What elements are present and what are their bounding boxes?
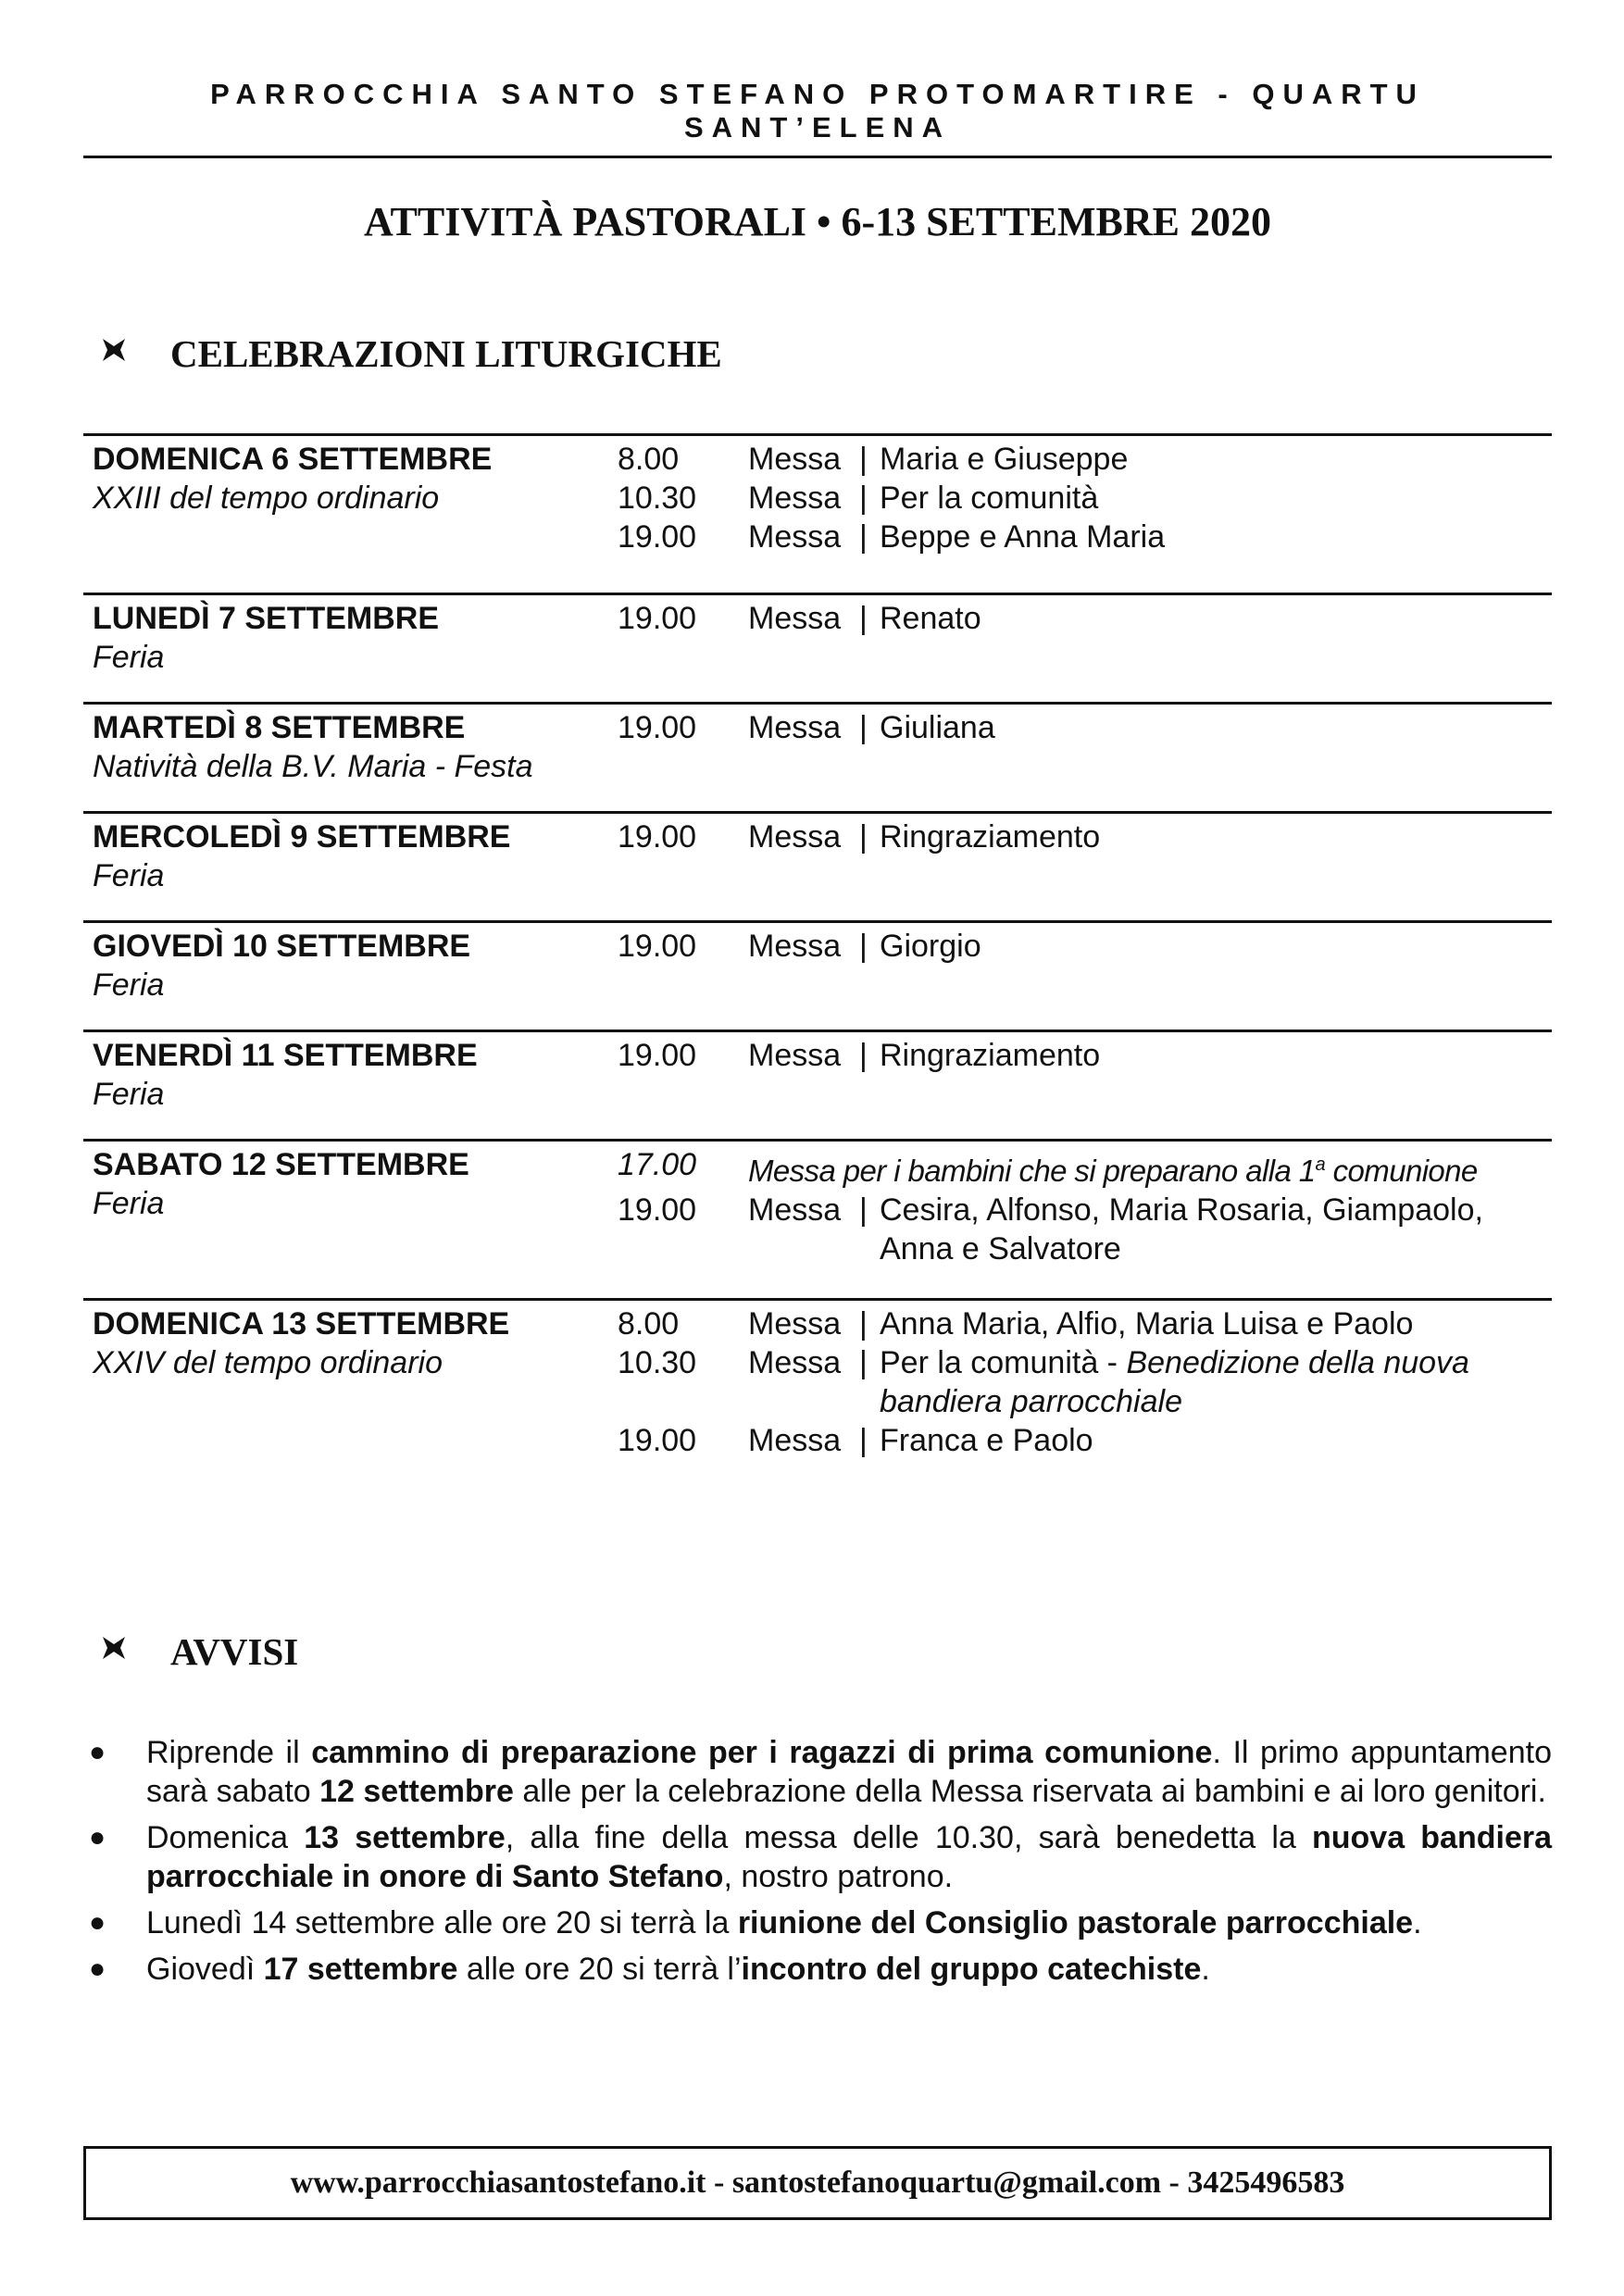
day-subtitle: Feria bbox=[93, 858, 165, 893]
section-title: AVVISI bbox=[170, 1630, 299, 1673]
mass-time: 19.00 bbox=[618, 601, 697, 636]
day-block bbox=[83, 811, 1552, 920]
separator: | bbox=[859, 1192, 868, 1228]
mass-time: 19.00 bbox=[618, 929, 697, 964]
mass-time: 8.00 bbox=[618, 1306, 680, 1341]
schedule-row bbox=[618, 599, 1552, 638]
schedule-row bbox=[618, 440, 1552, 479]
mass-time: 8.00 bbox=[618, 442, 680, 477]
mass-type: Messa bbox=[748, 1038, 842, 1073]
mass-time: 19.00 bbox=[618, 710, 697, 745]
mass-intention: Franca e Paolo bbox=[880, 1423, 1093, 1458]
day-block bbox=[83, 1298, 1552, 1474]
schedule-row bbox=[618, 1421, 1552, 1460]
separator: | bbox=[859, 519, 868, 555]
day-subtitle: XXIV del tempo ordinario bbox=[93, 1345, 443, 1380]
mass-intention: Ringraziamento bbox=[880, 819, 1101, 855]
separator: | bbox=[859, 480, 868, 516]
day-date: LUNEDÌ 7 SETTEMBRE bbox=[93, 601, 440, 636]
list-item: ● Domenica 13 settembre, alla fine della messa delle 10.30, sarà benedetta la nuova bandiera parrocchiale in onore di Santo Stefano, nostro patrono. bbox=[89, 1820, 1553, 1894]
mass-time: 19.00 bbox=[618, 519, 697, 555]
separator: | bbox=[859, 1306, 868, 1341]
schedule-row bbox=[618, 817, 1552, 856]
mass-intention: Per la comunità - Benedizione della nuova bandiera parrocchiale bbox=[880, 1345, 1469, 1419]
day-date: MARTEDÌ 8 SETTEMBRE bbox=[93, 710, 466, 745]
day-subtitle: XXIII del tempo ordinario bbox=[93, 480, 440, 516]
list-item: ● Lunedì 14 settembre alle ore 20 si terrà la riunione del Consiglio pastorale parrocchiale. bbox=[89, 1905, 1422, 1940]
bullet-icon: ● bbox=[89, 1822, 106, 1853]
page-title: ATTIVITÀ PASTORALI • 6-13 SETTEMBRE 2020 bbox=[364, 199, 1271, 244]
mass-time: 10.30 bbox=[618, 480, 697, 516]
schedule-row bbox=[618, 1036, 1552, 1075]
day-block bbox=[83, 1139, 1552, 1298]
mass-intention: Renato bbox=[880, 601, 981, 636]
separator: | bbox=[859, 819, 868, 855]
mass-time: 19.00 bbox=[618, 1038, 697, 1073]
separator: | bbox=[859, 601, 868, 636]
bullet-icon: ● bbox=[89, 1737, 106, 1767]
mass-time: 17.00 bbox=[618, 1147, 697, 1182]
mass-type: Messa bbox=[748, 442, 842, 477]
day-block bbox=[83, 1029, 1552, 1139]
separator: | bbox=[859, 442, 868, 477]
separator: | bbox=[859, 1038, 868, 1073]
mass-time: 10.30 bbox=[618, 1345, 697, 1380]
mass-intention: Anna Maria, Alfio, Maria Luisa e Paolo bbox=[880, 1306, 1414, 1341]
mass-time: 19.00 bbox=[618, 1192, 697, 1228]
day-date: SABATO 12 SETTEMBRE bbox=[93, 1147, 469, 1182]
schedule-row bbox=[618, 708, 1552, 747]
day-block bbox=[83, 702, 1552, 811]
schedule-table bbox=[83, 433, 1552, 1474]
mass-type: Messa bbox=[748, 519, 842, 555]
mass-type: Messa bbox=[748, 1192, 842, 1228]
day-date: MERCOLEDÌ 9 SETTEMBRE bbox=[93, 819, 511, 855]
mass-type: Messa bbox=[748, 819, 842, 855]
day-date: VENERDÌ 11 SETTEMBRE bbox=[93, 1038, 478, 1073]
separator: | bbox=[859, 710, 868, 745]
day-subtitle: Feria bbox=[93, 1077, 165, 1112]
separator: | bbox=[859, 1423, 868, 1458]
list-item: ● Riprende il cammino di preparazione per i ragazzi di prima comunione. Il primo appuntamento sarà sabato 12 settembre alle per la celebrazione della Messa riservata ai bambini e ai loro genitori. bbox=[89, 1735, 1552, 1809]
day-block bbox=[83, 920, 1552, 1029]
fleur-icon bbox=[100, 336, 170, 371]
day-subtitle: Feria bbox=[93, 640, 165, 675]
day-date: DOMENICA 13 SETTEMBRE bbox=[93, 1306, 510, 1341]
contact-footer: www.parrocchiasantostefano.it - santostefanoquartu@gmail.com - 3425496583 bbox=[83, 2146, 1552, 2220]
schedule-row bbox=[618, 1191, 1552, 1268]
section-avvisi bbox=[100, 1629, 298, 1674]
mass-type: Messa bbox=[748, 601, 842, 636]
mass-type: Messa bbox=[748, 1306, 842, 1341]
schedule-row bbox=[618, 479, 1552, 518]
separator: | bbox=[859, 1345, 868, 1380]
notices-list bbox=[89, 1733, 1552, 1996]
day-subtitle: Feria bbox=[93, 1186, 165, 1221]
day-date: GIOVEDÌ 10 SETTEMBRE bbox=[93, 929, 471, 964]
mass-intention: Giorgio bbox=[880, 929, 981, 964]
section-celebrazioni bbox=[100, 331, 722, 376]
mass-intention: Per la comunità bbox=[880, 480, 1099, 516]
mass-intention: Beppe e Anna Maria bbox=[880, 519, 1166, 555]
mass-intention: Cesira, Alfonso, Maria Rosaria, Giampaolo, Anna e Salvatore bbox=[880, 1192, 1483, 1267]
schedule-row bbox=[618, 1304, 1552, 1343]
schedule-row bbox=[618, 1145, 1552, 1191]
fleur-icon bbox=[100, 1634, 170, 1669]
schedule-row bbox=[618, 927, 1552, 966]
day-block bbox=[83, 433, 1552, 593]
day-subtitle: Feria bbox=[93, 967, 165, 1003]
list-item: ● Giovedì 17 settembre alle ore 20 si terrà l’incontro del gruppo catechiste. bbox=[89, 1952, 1210, 1987]
mass-intention: Maria e Giuseppe bbox=[880, 442, 1129, 477]
mass-intention: Ringraziamento bbox=[880, 1038, 1101, 1073]
mass-type: Messa bbox=[748, 1423, 842, 1458]
bullet-icon: ● bbox=[89, 1953, 106, 1984]
mass-intention: Giuliana bbox=[880, 710, 995, 745]
mass-time: 19.00 bbox=[618, 819, 697, 855]
parish-header: PARROCCHIA SANTO STEFANO PROTOMARTIRE - QUARTU SANT’ELENA bbox=[83, 78, 1552, 158]
mass-time: 19.00 bbox=[618, 1423, 697, 1458]
schedule-row bbox=[618, 1343, 1552, 1421]
section-title: CELEBRAZIONI LITURGICHE bbox=[170, 332, 722, 375]
day-block bbox=[83, 593, 1552, 702]
mass-type: Messa bbox=[748, 710, 842, 745]
day-date: DOMENICA 6 SETTEMBRE bbox=[93, 442, 493, 477]
day-subtitle: Natività della B.V. Maria - Festa bbox=[93, 749, 533, 784]
separator: | bbox=[859, 929, 868, 964]
mass-type: Messa bbox=[748, 1345, 842, 1380]
mass-type: Messa bbox=[748, 929, 842, 964]
mass-type: Messa bbox=[748, 480, 842, 516]
mass-intention: Messa per i bambini che si preparano alla 1$^a$ comunione bbox=[748, 1154, 1478, 1188]
bullet-icon: ● bbox=[89, 1907, 106, 1938]
schedule-row bbox=[618, 518, 1552, 556]
